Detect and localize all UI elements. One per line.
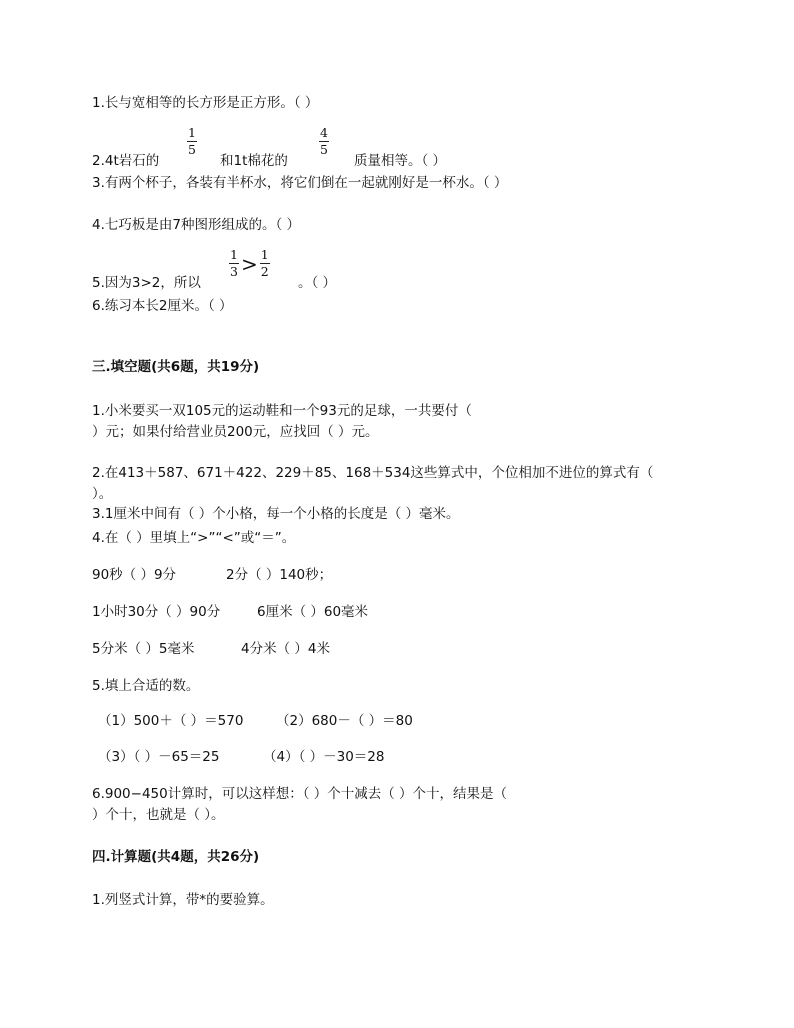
fraction-numerator: 1 bbox=[230, 247, 238, 262]
greater-than-sign: > bbox=[241, 251, 258, 276]
fill-q4: 4.在（ ）里填上“>”“<”或“＝”。 bbox=[92, 530, 296, 546]
fraction-numerator: 1 bbox=[260, 247, 269, 262]
judge-q6: 6.练习本长2厘米。（ ） bbox=[92, 298, 233, 314]
fill-q6-line2: ）个十，也就是（ ）。 bbox=[92, 807, 225, 823]
fraction-denominator: 5 bbox=[320, 142, 328, 157]
judge-q4: 4.七巧板是由7种图形组成的。（ ） bbox=[92, 217, 301, 233]
judge-q3: 3.有两个杯子，各装有半杯水，将它们倒在一起就刚好是一杯水。（ ） bbox=[92, 175, 508, 191]
judge-q1: 1.长与宽相等的长方形是正方形。（ ） bbox=[92, 95, 319, 111]
judge-q5-part1: 5.因为3>2，所以 bbox=[92, 275, 201, 291]
fraction-denominator: 5 bbox=[188, 142, 196, 157]
fraction-one-fifth bbox=[187, 126, 197, 157]
fill-q3: 3.1厘米中间有（ ）个小格，每一个小格的长度是（ ）毫米。 bbox=[92, 506, 460, 522]
fill-q5: 5.填上合适的数。 bbox=[92, 678, 200, 694]
fraction-one-half bbox=[260, 248, 270, 279]
fill-q4-item-c: 1小时30分（ ）90分 bbox=[92, 604, 221, 620]
fill-q1-line2: ）元；如果付给营业员200元，应找回（ ）元。 bbox=[92, 424, 379, 440]
fill-q4-item-d: 6厘米（ ）60毫米 bbox=[257, 604, 369, 620]
fill-q4-item-f: 4分米（ ）4米 bbox=[241, 641, 330, 657]
calc-q1: 1.列竖式计算，带*的要验算。 bbox=[92, 892, 274, 908]
fill-q5-item-1: （1）500＋（ ）＝570 bbox=[98, 713, 244, 729]
judge-q2-part3: 质量相等。（ ） bbox=[354, 153, 447, 169]
fill-q2-line2: ）。 bbox=[92, 486, 113, 502]
fraction-inequality bbox=[229, 248, 270, 279]
fraction-denominator: 3 bbox=[230, 264, 238, 279]
fill-q4-item-b: 2分（ ）140秒； bbox=[226, 567, 333, 583]
fill-q4-item-a: 90秒（ ）9分 bbox=[92, 567, 177, 583]
fill-q1-line1: 1.小米要买一双105元的运动鞋和一个93元的足球，一共要付（ bbox=[92, 403, 472, 419]
fraction-numerator: 1 bbox=[188, 125, 196, 140]
judge-q5-part2: 。（ ） bbox=[298, 275, 337, 291]
judge-q2-part1: 2.4t岩石的 bbox=[92, 153, 160, 169]
fill-q5-item-3: （3）（ ）－65＝25 bbox=[98, 749, 220, 765]
fill-q5-item-2: （2）680－（ ）＝80 bbox=[276, 713, 413, 729]
section-title-fill-blanks: 三.填空题(共6题，共19分) bbox=[92, 359, 260, 375]
fraction-numerator: 4 bbox=[320, 125, 328, 140]
section-title-calculation: 四.计算题(共4题，共26分) bbox=[92, 849, 260, 865]
fill-q6-line1: 6.900−450计算时，可以这样想：（ ）个十减去（ ）个十，结果是（ bbox=[92, 786, 508, 802]
fill-q2-line1: 2.在413＋587、671＋422、229＋85、168＋534这些算式中，个位相加不进位的算式有（ bbox=[92, 465, 654, 481]
fraction-one-third bbox=[229, 248, 239, 279]
fill-q4-item-e: 5分米（ ）5毫米 bbox=[92, 641, 195, 657]
fraction-four-fifths bbox=[319, 126, 329, 157]
fill-q5-item-4: （4）（ ）－30＝28 bbox=[263, 749, 385, 765]
judge-q2-part2: 和1t棉花的 bbox=[220, 153, 288, 169]
fraction-denominator: 2 bbox=[260, 264, 269, 279]
